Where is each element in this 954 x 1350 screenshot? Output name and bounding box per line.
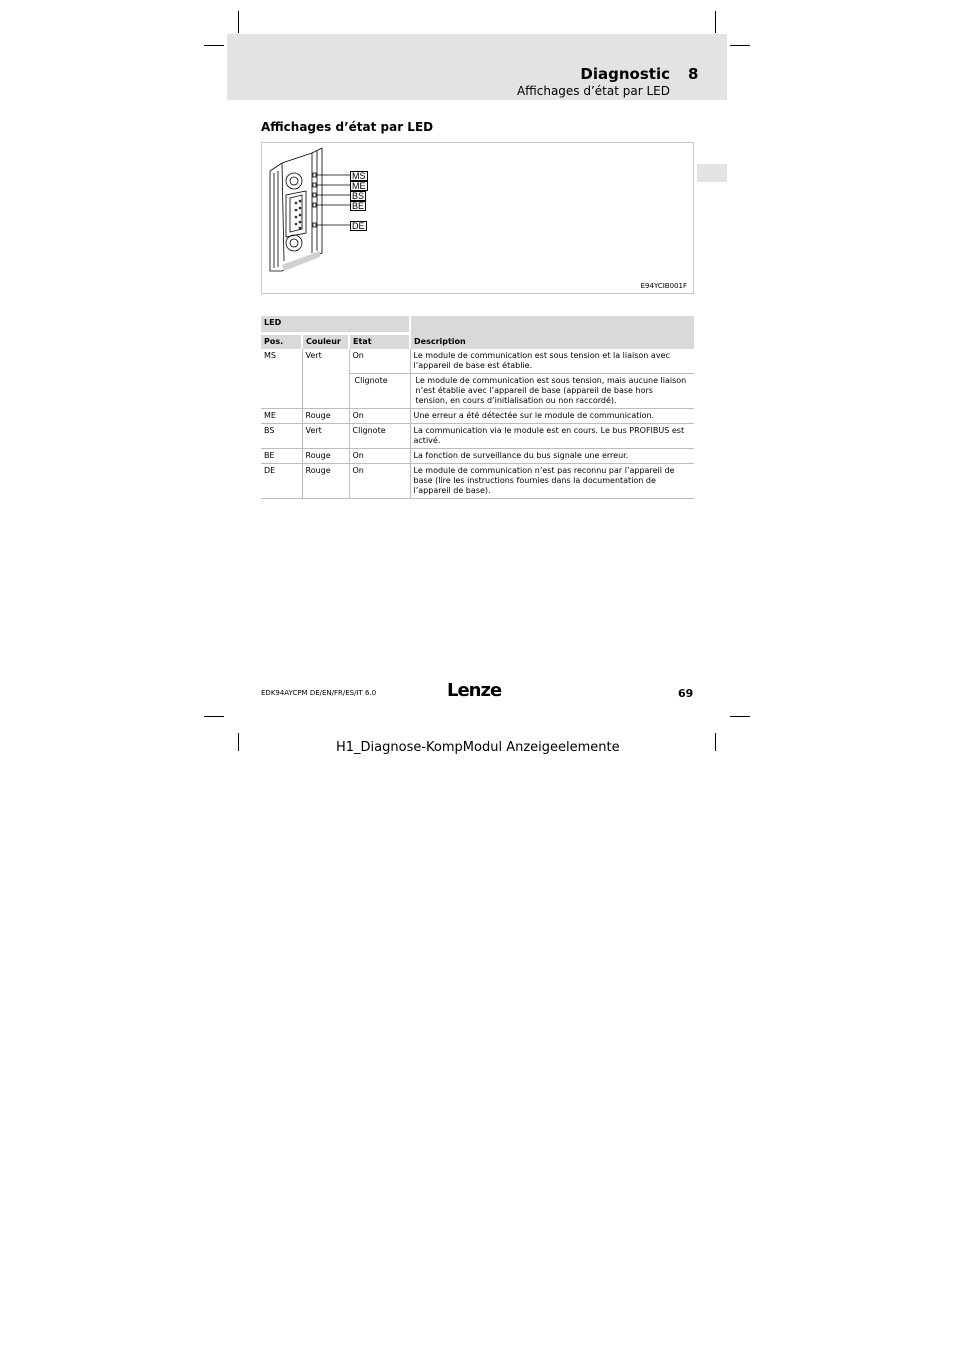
led-label-be: BE bbox=[352, 201, 365, 211]
cell-etat: Clignote bbox=[349, 424, 410, 449]
connector-drawing bbox=[262, 143, 693, 293]
led-status-table bbox=[261, 316, 694, 499]
crop-mark bbox=[204, 45, 224, 46]
cell-etat: On bbox=[349, 449, 410, 464]
crop-mark bbox=[204, 716, 224, 717]
led-label-de: DE bbox=[352, 221, 365, 231]
table-row bbox=[261, 464, 694, 499]
chapter-side-tab bbox=[697, 164, 727, 182]
header-etat: Etat bbox=[349, 334, 410, 350]
led-label-ms: MS bbox=[352, 171, 366, 181]
section-title: Affichages d’état par LED bbox=[261, 120, 434, 134]
lenze-logo: Lenze bbox=[447, 680, 502, 701]
crop-mark bbox=[730, 716, 750, 717]
cell-description: Le module de communication est sous tension et la liaison avec l’appareil de base est établie. bbox=[410, 349, 694, 374]
cell-couleur: Rouge bbox=[302, 409, 349, 424]
cell-pos: DE bbox=[261, 464, 302, 499]
crop-mark bbox=[715, 733, 716, 751]
crop-mark bbox=[238, 733, 239, 751]
cell-etat: Clignote bbox=[349, 374, 410, 409]
cell-etat: On bbox=[349, 464, 410, 499]
cell-description: Une erreur a été détectée sur le module de communication. bbox=[410, 409, 694, 424]
header-pos: Pos. bbox=[261, 334, 302, 350]
cell-couleur: Rouge bbox=[302, 464, 349, 499]
cell-description: La fonction de surveillance du bus signale une erreur. bbox=[410, 449, 694, 464]
page-caption: H1_Diagnose-KompModul Anzeigeelemente bbox=[336, 740, 620, 755]
crop-mark bbox=[238, 11, 239, 33]
chapter-number: 8 bbox=[688, 65, 699, 83]
cell-etat: On bbox=[349, 409, 410, 424]
cell-couleur: Vert bbox=[302, 349, 349, 409]
crop-mark bbox=[730, 45, 750, 46]
cell-pos: BE bbox=[261, 449, 302, 464]
table-group-header: LED bbox=[261, 316, 410, 334]
chapter-subtitle: Affichages d’état par LED bbox=[516, 84, 670, 98]
cell-description: Le module de communication est sous tension, mais aucune liaison n’est établie avec l’appareil de base (appareil de base hors tension, en cours d’initialisation ou non raccordé). bbox=[410, 374, 694, 409]
header-description: Description bbox=[410, 316, 694, 349]
led-figure bbox=[261, 142, 694, 294]
cell-couleur: Vert bbox=[302, 424, 349, 449]
footer-doc-code: EDK94AYCPM DE/EN/FR/ES/IT 6.0 bbox=[261, 689, 377, 697]
cell-etat: On bbox=[349, 349, 410, 374]
chapter-title: Diagnostic bbox=[580, 65, 670, 83]
table-row bbox=[261, 409, 694, 424]
cell-description: Le module de communication n’est pas reconnu par l’appareil de base (lire les instructions fournies dans la documentation de l’appareil de base). bbox=[410, 464, 694, 499]
led-label-me: ME bbox=[352, 181, 366, 191]
page-number: 69 bbox=[678, 687, 694, 700]
table-row bbox=[261, 349, 694, 374]
header-couleur: Couleur bbox=[302, 334, 349, 350]
led-label-bs: BS bbox=[352, 191, 365, 201]
cell-pos: BS bbox=[261, 424, 302, 449]
cell-pos: MS bbox=[261, 349, 302, 409]
crop-mark bbox=[715, 11, 716, 33]
cell-description: La communication via le module est en cours. Le bus PROFIBUS est activé. bbox=[410, 424, 694, 449]
cell-pos: ME bbox=[261, 409, 302, 424]
figure-code: E94YCIB001F bbox=[640, 282, 687, 290]
table-row bbox=[261, 449, 694, 464]
cell-couleur: Rouge bbox=[302, 449, 349, 464]
table-row bbox=[261, 424, 694, 449]
